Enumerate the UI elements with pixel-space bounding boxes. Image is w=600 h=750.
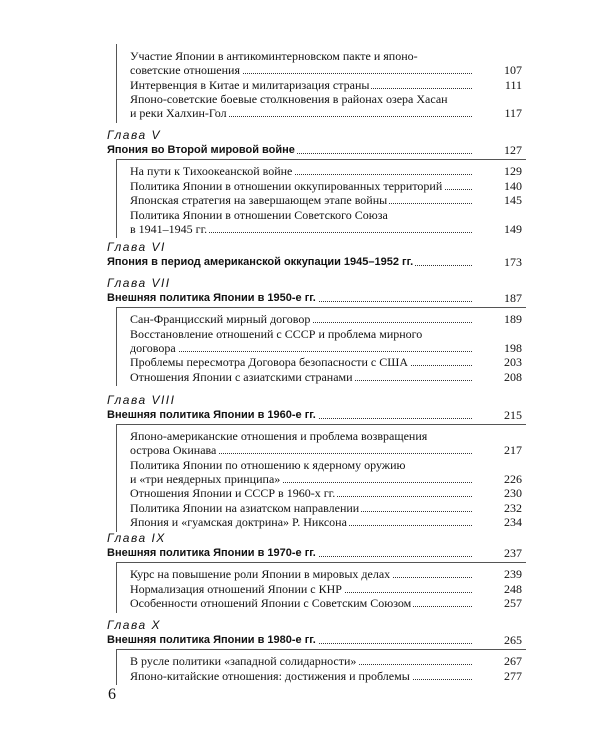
chapter-title-text: Внешняя политика Японии в 1970-е гг. bbox=[107, 547, 316, 559]
chapter-title bbox=[107, 633, 472, 647]
toc-entry bbox=[130, 179, 472, 193]
toc-entry-line bbox=[130, 312, 472, 326]
toc-entry-line bbox=[130, 49, 472, 63]
chapter-page: 265 bbox=[504, 633, 522, 647]
toc-entry-line bbox=[130, 515, 472, 529]
toc-entry-line bbox=[130, 596, 472, 610]
chapter-page: 127 bbox=[504, 143, 522, 157]
section-rule bbox=[116, 307, 117, 386]
toc-entry-line bbox=[130, 327, 472, 341]
toc-entry-text: Политика Японии по отношению к ядерному оружию bbox=[130, 457, 406, 472]
toc-entry-text: Участие Японии в антикоминтерновском пакте и японо- bbox=[130, 49, 418, 63]
toc-entry-line bbox=[130, 193, 472, 207]
toc-entry-line bbox=[130, 486, 472, 500]
toc-entry-line bbox=[130, 179, 472, 193]
chapter-rule bbox=[116, 424, 526, 425]
chapter-label: Глава V bbox=[107, 128, 161, 142]
chapter-label: Глава VI bbox=[107, 240, 166, 254]
toc-entry-page: 189 bbox=[504, 312, 522, 326]
toc-entry-line bbox=[130, 341, 472, 355]
toc-entry-text: Японо-китайские отношения: достижения и проблемы bbox=[130, 668, 410, 683]
toc-entry-text: На пути к Тихоокеанской войне bbox=[130, 164, 293, 178]
toc-entry-line bbox=[130, 567, 472, 581]
toc-entry-line bbox=[130, 78, 472, 92]
toc-entry bbox=[130, 355, 472, 369]
chapter-title bbox=[107, 143, 472, 157]
toc-entry-page: 129 bbox=[504, 164, 522, 178]
toc-entry-text: Нормализация отношений Японии с КНР bbox=[130, 581, 342, 596]
toc-entry-line bbox=[130, 669, 472, 683]
toc-entry-line bbox=[130, 208, 472, 222]
toc-entry-page: 107 bbox=[504, 63, 522, 77]
section-rule bbox=[116, 159, 117, 238]
toc-entry-text: Особенности отношений Японии с Советским Союзом bbox=[130, 596, 412, 610]
toc-entry-text: Политика Японии в отношении оккупированных территорий bbox=[130, 178, 443, 193]
toc-entry-page: 232 bbox=[504, 500, 522, 515]
toc-entry bbox=[130, 654, 472, 668]
toc-entry-page: 208 bbox=[504, 369, 522, 384]
toc-entry-text: Интервенция в Китае и милитаризация страны bbox=[130, 77, 370, 92]
toc-entry bbox=[130, 515, 472, 529]
chapter-title bbox=[107, 408, 472, 422]
chapter-page: 237 bbox=[504, 546, 522, 560]
toc-entry-page: 203 bbox=[504, 355, 522, 369]
chapter-label: Глава X bbox=[107, 618, 161, 632]
toc-entry-text: Проблемы пересмотра Договора безопасности с США bbox=[130, 355, 408, 369]
toc-entry-page: 226 bbox=[504, 471, 522, 486]
chapter-title bbox=[107, 291, 472, 305]
toc-entry-text: Отношения Японии и СССР в 1960-х гг. bbox=[130, 486, 336, 500]
toc-entry-text: Японо-американские отношения и проблема возвращения bbox=[130, 429, 428, 443]
toc-entry-page: 149 bbox=[504, 221, 522, 236]
toc-entry-text: Политика Японии на азиатском направлении bbox=[130, 500, 360, 515]
toc-entry bbox=[130, 49, 472, 77]
toc-entry-page: 111 bbox=[504, 77, 522, 92]
toc-entry bbox=[130, 312, 472, 326]
toc-entry-text: и «три неядерных принципа» bbox=[130, 471, 281, 486]
toc-entry bbox=[130, 429, 472, 457]
toc-entry-page: 239 bbox=[504, 567, 522, 581]
toc-entry-text: и реки Халхин-Гол bbox=[130, 106, 227, 120]
toc-entry-text: Курс на повышение роли Японии в мировых делах bbox=[130, 567, 391, 581]
toc-entry-page: 277 bbox=[504, 668, 522, 683]
toc-entry-line bbox=[130, 501, 472, 515]
toc-entry-page: 234 bbox=[504, 515, 522, 529]
toc-entry bbox=[130, 567, 472, 581]
toc-entry-line bbox=[130, 92, 472, 106]
page-number: 6 bbox=[108, 686, 116, 703]
chapter-page: 215 bbox=[504, 408, 522, 422]
toc-entry-text: Отношения Японии с азиатскими странами bbox=[130, 369, 353, 384]
section-rule bbox=[116, 424, 117, 532]
toc-entry-text: Восстановление отношений с СССР и проблема мирного bbox=[130, 326, 423, 341]
toc-entry-line bbox=[130, 370, 472, 384]
chapter-label: Глава VII bbox=[107, 276, 171, 290]
toc-entry-line bbox=[130, 355, 472, 369]
chapter-label: Глава IX bbox=[107, 531, 166, 545]
toc-entry bbox=[130, 327, 472, 355]
chapter-label: Глава VIII bbox=[107, 393, 176, 407]
toc-entry-page: 248 bbox=[504, 581, 522, 596]
toc-entry bbox=[130, 486, 472, 500]
chapter-title bbox=[107, 546, 472, 560]
chapter-rule bbox=[116, 307, 526, 308]
toc-entry-text: Японская стратегия на завершающем этапе войны bbox=[130, 193, 388, 207]
chapter-title-text: Внешняя политика Японии в 1950-е гг. bbox=[107, 292, 316, 304]
toc-entry-line bbox=[130, 63, 472, 77]
toc-entry-line bbox=[130, 443, 472, 457]
chapter-rule bbox=[116, 159, 526, 160]
toc-entry bbox=[130, 669, 472, 683]
toc-entry bbox=[130, 582, 472, 596]
toc-entry-text: в 1941–1945 гг. bbox=[130, 221, 208, 236]
toc-entry bbox=[130, 92, 472, 120]
toc-entry-page: 117 bbox=[504, 106, 522, 120]
toc-entry-text: острова Окинава bbox=[130, 443, 217, 457]
toc-entry-page: 198 bbox=[504, 340, 522, 355]
chapter-page: 187 bbox=[504, 291, 522, 305]
toc-entry-line bbox=[130, 458, 472, 472]
chapter-title bbox=[107, 255, 472, 269]
toc-entry bbox=[130, 596, 472, 610]
chapter-title-text: Внешняя политика Японии в 1980-е гг. bbox=[107, 634, 316, 646]
toc-entry-text: договора bbox=[130, 340, 176, 355]
toc-entry-line bbox=[130, 429, 472, 443]
toc-entry bbox=[130, 208, 472, 236]
toc-entry-line bbox=[130, 106, 472, 120]
toc-entry-page: 267 bbox=[504, 654, 522, 668]
chapter-rule bbox=[116, 562, 526, 563]
toc-entry-line bbox=[130, 582, 472, 596]
toc-entry-line bbox=[130, 222, 472, 236]
toc-entry bbox=[130, 193, 472, 207]
toc-entry-text: Японо-советские боевые столкновения в районах озера Хасан bbox=[130, 92, 448, 106]
toc-entry bbox=[130, 164, 472, 178]
toc-entry-page: 230 bbox=[504, 486, 522, 500]
toc-entry-page: 257 bbox=[504, 596, 522, 610]
toc-entry-page: 217 bbox=[504, 443, 522, 457]
chapter-page: 173 bbox=[504, 255, 522, 269]
toc-entry-text: В русле политики «западной солидарности» bbox=[130, 654, 357, 668]
toc-entry-line bbox=[130, 472, 472, 486]
section-rule bbox=[116, 44, 117, 123]
toc-entry-line bbox=[130, 164, 472, 178]
chapter-title-text: Япония во Второй мировой войне bbox=[107, 144, 295, 156]
toc-entry-page: 140 bbox=[504, 178, 522, 193]
chapter-title-text: Япония в период американской оккупации 1945–1952 гг. bbox=[107, 256, 414, 268]
toc-entry-text: Сан-Францисский мирный договор bbox=[130, 312, 311, 326]
toc-entry-text: советские отношения bbox=[130, 63, 240, 77]
chapter-title-text: Внешняя политика Японии в 1960-е гг. bbox=[107, 409, 316, 421]
toc-entry bbox=[130, 501, 472, 515]
toc-entry bbox=[130, 78, 472, 92]
section-rule bbox=[116, 649, 117, 685]
section-rule bbox=[116, 562, 117, 613]
toc-entry-text: Политика Японии в отношении Советского Союза bbox=[130, 207, 388, 222]
toc-entry bbox=[130, 370, 472, 384]
toc-entry-page: 145 bbox=[504, 193, 522, 207]
chapter-rule bbox=[116, 649, 526, 650]
toc-entry-text: Япония и «гуамская доктрина» Р. Никсона bbox=[130, 515, 347, 529]
toc-entry-line bbox=[130, 654, 472, 668]
toc-entry bbox=[130, 458, 472, 486]
